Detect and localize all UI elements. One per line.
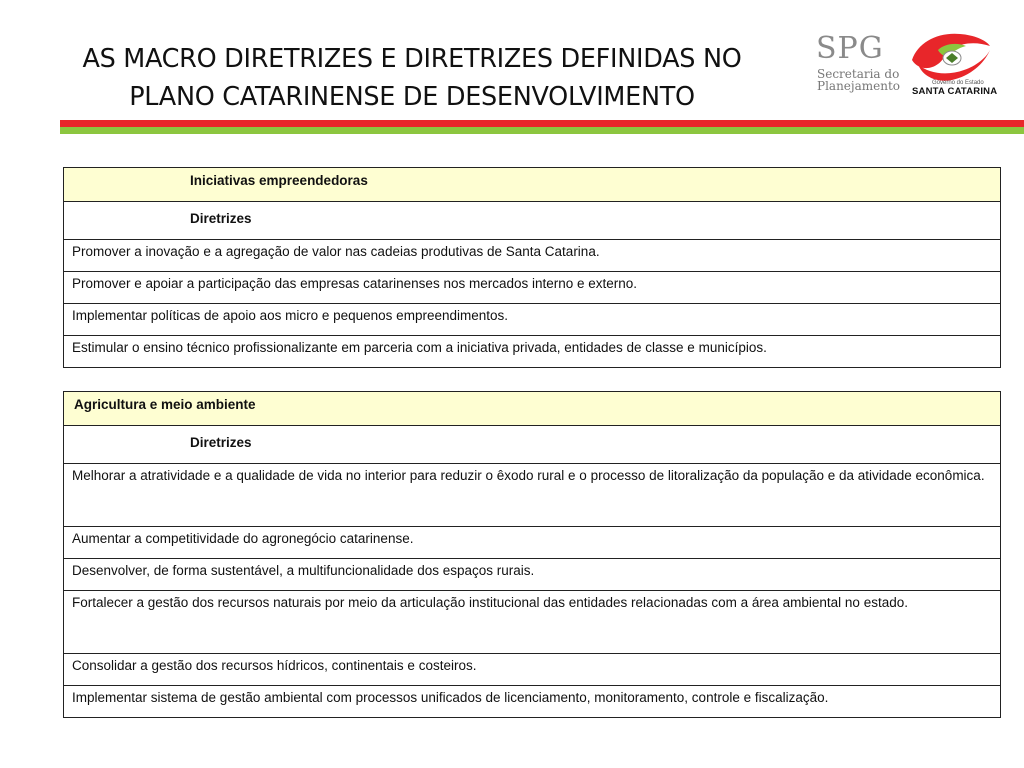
table-subheader-cell: Diretrizes [64, 202, 1001, 240]
table-cell: Estimular o ensino técnico profissionalizante em parceria com a iniciativa privada, entidades de classe e municípios. [64, 336, 1001, 368]
spg-logo-text: SPG [816, 31, 884, 66]
table-agricultura [63, 391, 1001, 718]
spg-logo-line-1: Secretaria do [817, 67, 900, 81]
table-subheader-cell: Diretrizes [64, 426, 1001, 464]
table-cell: Implementar sistema de gestão ambiental com processos unificados de licenciamento, monitoramento, controle e fiscalização. [64, 686, 1001, 718]
table-header-row [64, 168, 1001, 202]
table-cell: Promover a inovação e a agregação de valor nas cadeias produtivas de Santa Catarina. [64, 240, 1001, 272]
gov-state-name: SANTA CATARINA [912, 86, 998, 97]
table-row [64, 240, 1001, 272]
red-band [60, 120, 1024, 127]
santa-catarina-emblem-icon [908, 30, 992, 84]
table-cell: Implementar políticas de apoio aos micro e pequenos empreendimentos. [64, 304, 1001, 336]
table-row [64, 527, 1001, 559]
table-row [64, 336, 1001, 368]
table-row [64, 591, 1001, 654]
table-cell: Consolidar a gestão dos recursos hídricos, continentais e costeiros. [64, 654, 1001, 686]
table-cell: Desenvolver, de forma sustentável, a multifuncionalidade dos espaços rurais. [64, 559, 1001, 591]
table-header-row [64, 392, 1001, 426]
spg-logo [812, 28, 1012, 102]
table-header-cell: Agricultura e meio ambiente [64, 392, 1001, 426]
table-row [64, 272, 1001, 304]
slide-title-line-2: PLANO CATARINENSE DE DESENVOLVIMENTO [129, 82, 695, 112]
table-header-cell: Iniciativas empreendedoras [64, 168, 1001, 202]
table-cell: Melhorar a atratividade e a qualidade de vida no interior para reduzir o êxodo rural e o processo de litoralização da população e da atividade econômica. [64, 464, 1001, 527]
table-subheader-row [64, 202, 1001, 240]
spg-logo-line-2: Planejamento [817, 79, 901, 93]
table-cell: Promover e apoiar a participação das empresas catarinenses nos mercados interno e externo. [64, 272, 1001, 304]
slide-title [24, 40, 800, 116]
table-row [64, 464, 1001, 527]
table-cell: Fortalecer a gestão dos recursos naturais por meio da articulação institucional das entidades relacionadas com a área ambiental no estado. [64, 591, 1001, 654]
gov-small-text: Governo do Estado [932, 80, 984, 86]
table-subheader-row [64, 426, 1001, 464]
table-row [64, 686, 1001, 718]
table-cell: Aumentar a competitividade do agronegócio catarinense. [64, 527, 1001, 559]
slide-title-line-1: AS MACRO DIRETRIZES E DIRETRIZES DEFINIDAS NO [82, 44, 742, 74]
table-row [64, 304, 1001, 336]
green-band [60, 127, 1024, 134]
table-row [64, 559, 1001, 591]
table-iniciativas [63, 167, 1001, 368]
table-row [64, 654, 1001, 686]
